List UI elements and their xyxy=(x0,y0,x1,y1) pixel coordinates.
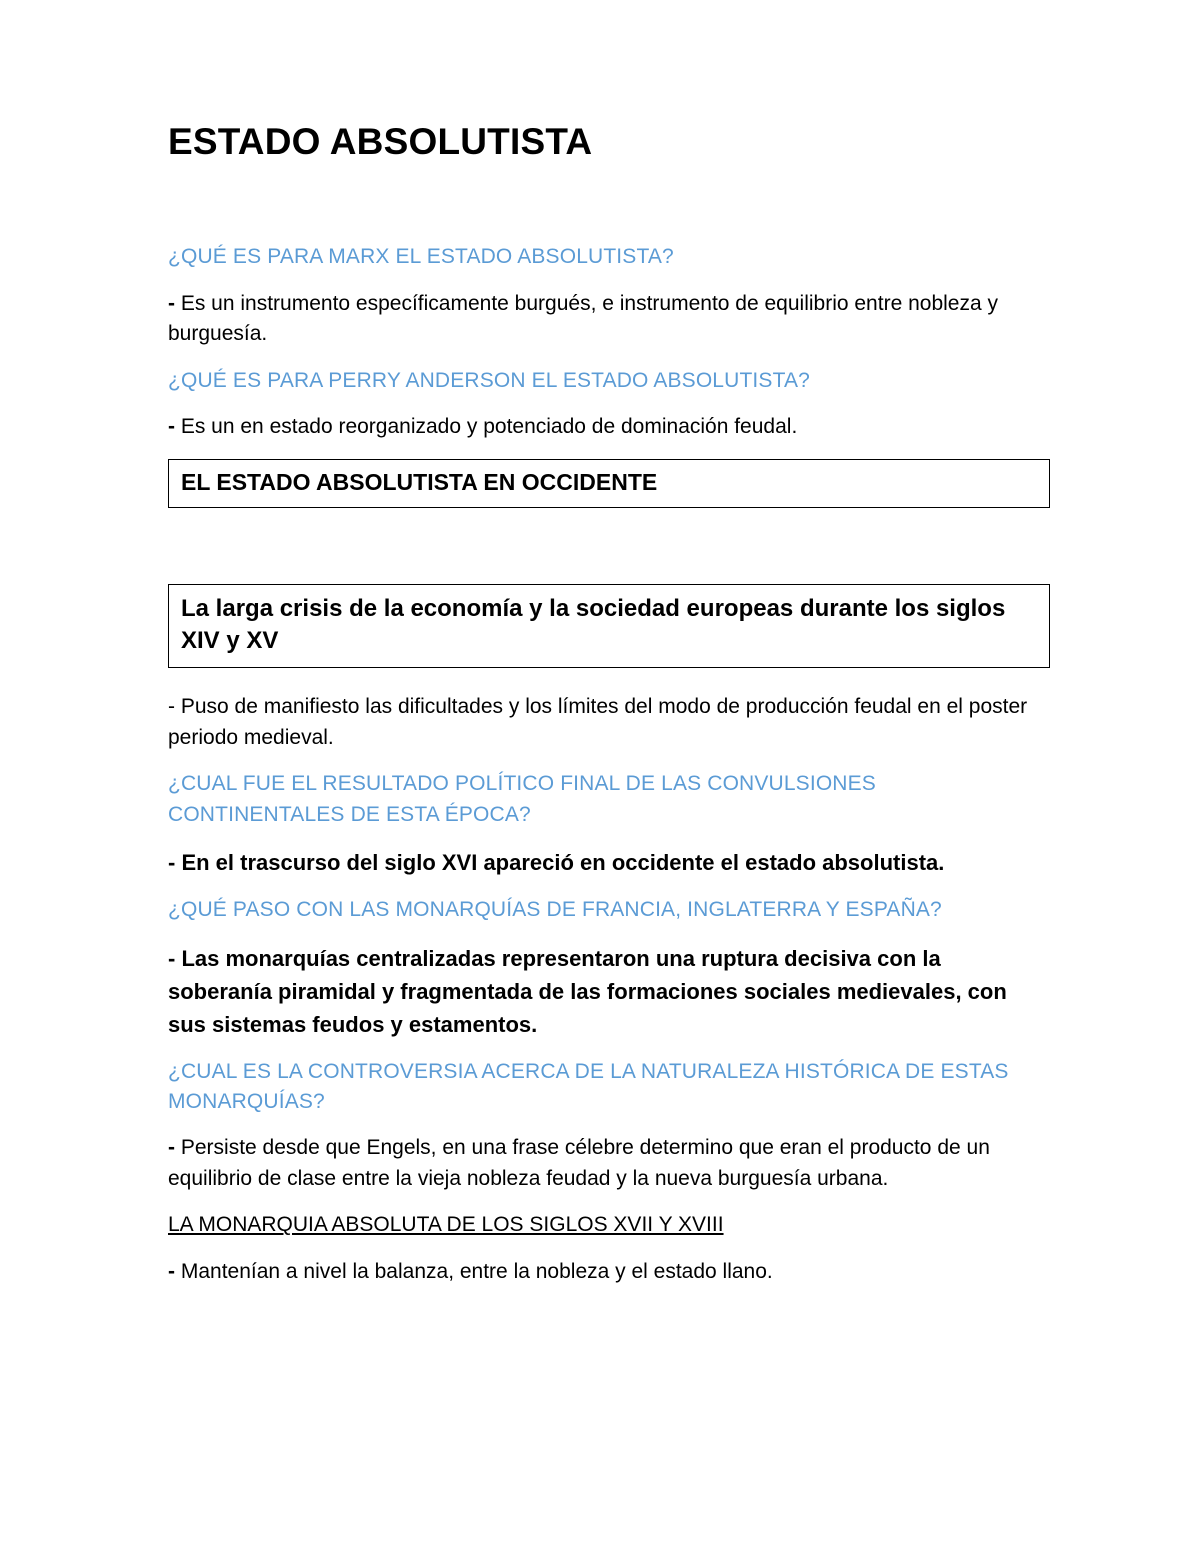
heading-monarquia-absoluta: LA MONARQUIA ABSOLUTA DE LOS SIGLOS XVII Y XVIII xyxy=(168,1213,724,1237)
bullet-marker: - xyxy=(168,291,175,315)
answer-perry-anderson-text: Es un en estado reorganizado y potenciado de dominación feudal. xyxy=(180,415,798,439)
answer-resultado-politico xyxy=(168,846,1050,879)
question-controversia: ¿CUAL ES LA CONTROVERSIA ACERCA DE LA NATURALEZA HISTÓRICA DE ESTAS MONARQUÍAS? xyxy=(168,1059,1009,1114)
boxed-heading-crisis: La larga crisis de la economía y la sociedad europeas durante los siglos XIV y XV xyxy=(168,584,1050,669)
answer-monarquia-absoluta-text: Mantenían a nivel la balanza, entre la nobleza y el estado llano. xyxy=(180,1259,773,1283)
bullet-marker: - xyxy=(168,1136,175,1160)
answer-monarquia-absoluta xyxy=(168,1257,1050,1287)
answer-monarquias xyxy=(168,942,1050,1041)
answer-crisis xyxy=(168,692,1050,753)
answer-perry-anderson xyxy=(168,412,1050,442)
answer-controversia xyxy=(168,1133,1050,1194)
answer-controversia-text: Persiste desde que Engels, en una frase célebre determino que eran el producto de un equilibrio de clase entre la vieja nobleza feudad y la nueva burguesía urbana. xyxy=(168,1136,990,1190)
answer-resultado-politico-text: En el trascurso del siglo XVI apareció en occidente el estado absolutista. xyxy=(181,850,945,876)
bullet-marker: - xyxy=(168,850,176,876)
section-spacer xyxy=(168,522,1050,584)
question-perry-anderson: ¿QUÉ ES PARA PERRY ANDERSON EL ESTADO ABSOLUTISTA? xyxy=(168,368,810,392)
answer-crisis-text: Puso de manifiesto las dificultades y los límites del modo de producción feudal en el poster periodo medieval. xyxy=(168,695,1028,749)
answer-marx-text: Es un instrumento específicamente burgués, e instrumento de equilibrio entre nobleza y burguesía. xyxy=(168,291,998,346)
question-resultado-politico: ¿CUAL FUE EL RESULTADO POLÍTICO FINAL DE LAS CONVULSIONES CONTINENTALES DE ESTA ÉPOCA? xyxy=(168,772,876,826)
bullet-marker: - xyxy=(168,945,176,971)
question-marx: ¿QUÉ ES PARA MARX EL ESTADO ABSOLUTISTA? xyxy=(168,245,674,269)
section-spacer xyxy=(168,682,1050,692)
question-monarquias: ¿QUÉ PASO CON LAS MONARQUÍAS DE FRANCIA, INGLATERRA Y ESPAÑA? xyxy=(168,898,942,922)
answer-monarquias-text: Las monarquías centralizadas representaron una ruptura decisiva con la soberanía piramidal y fragmentada de las formaciones sociales medievales, con sus sistemas feudos y estamentos. xyxy=(168,945,1007,1037)
bullet-marker: - xyxy=(168,695,175,719)
bullet-marker: - xyxy=(168,415,175,439)
boxed-heading-occidente: EL ESTADO ABSOLUTISTA EN OCCIDENTE xyxy=(168,459,1050,508)
bullet-marker: - xyxy=(168,1259,175,1283)
answer-marx xyxy=(168,289,1050,350)
page-title: ESTADO ABSOLUTISTA xyxy=(168,121,593,162)
